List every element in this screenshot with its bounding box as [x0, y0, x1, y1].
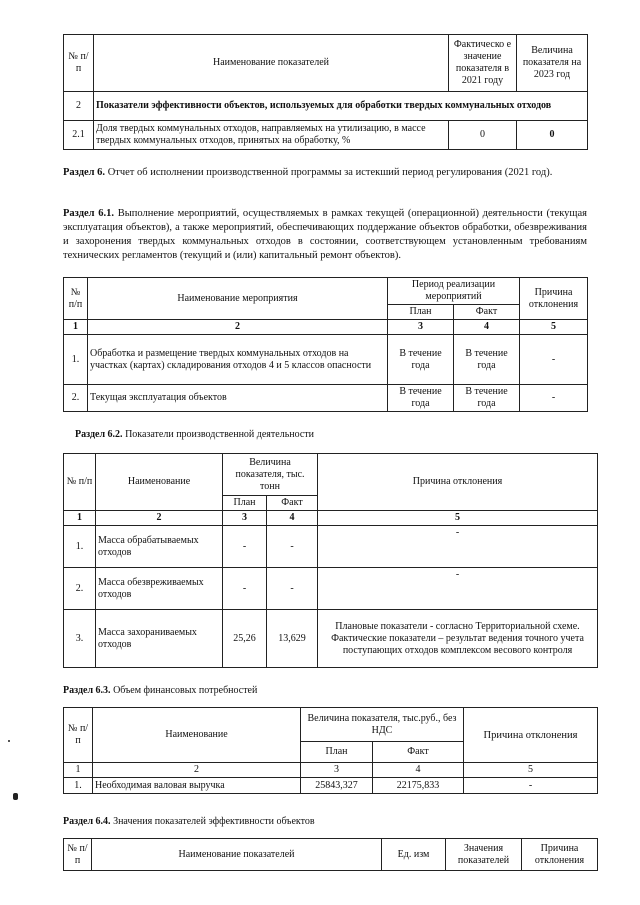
row-reason: -	[520, 335, 588, 385]
row-name: Доля твердых коммунальных отходов, направляемых на утилизацию, в массе твердых коммунальных отходов, принятых на обработку, %	[94, 121, 449, 150]
header-fact: Факт	[454, 305, 520, 320]
header-reason: Причина отклонения	[318, 454, 598, 511]
section-6-4-text: Значения показателей эффективности объектов	[110, 816, 315, 827]
section-6-1-paragraph	[63, 207, 587, 263]
header-name: Наименование показателей	[92, 839, 382, 871]
header-unit: Ед. изм	[382, 839, 446, 871]
col-number: 3	[301, 763, 373, 778]
row-num: 1.	[64, 778, 93, 794]
header-plan: План	[223, 496, 267, 511]
row-plan: В течение года	[388, 385, 454, 412]
header-fact: Факт	[373, 742, 464, 763]
row-name: Необходимая валовая выручка	[93, 778, 301, 794]
scan-mark	[13, 793, 18, 800]
header-num: № п/ п	[64, 35, 94, 92]
header-reason: Причина отклонения	[520, 278, 588, 320]
section-6-2-caption	[75, 428, 314, 441]
row-fact: -	[267, 568, 318, 610]
section-6-3-title: Раздел 6.3.	[63, 685, 111, 696]
header-num: № п/п	[64, 708, 93, 763]
header-activity: Наименование мероприятия	[88, 278, 388, 320]
header-fact: Факт	[267, 496, 318, 511]
row-name: Масса обезвреживаемых отходов	[96, 568, 223, 610]
efficiency-table-top	[63, 34, 588, 150]
row-fact: -	[267, 526, 318, 568]
row-plan: 25,26	[223, 610, 267, 668]
col-number: 5	[464, 763, 598, 778]
col-number: 5	[520, 320, 588, 335]
row-reason: -	[318, 568, 598, 610]
row-fact: 0	[449, 121, 517, 150]
header-name: Наименование	[93, 708, 301, 763]
table-row	[64, 526, 598, 568]
row-fact: 13,629	[267, 610, 318, 668]
col-number: 5	[318, 511, 598, 526]
section-6-title: Раздел 6.	[63, 167, 106, 178]
production-table	[63, 453, 598, 668]
section-6-3-text: Объем финансовых потребностей	[110, 685, 258, 696]
header-values: Значения показателей	[446, 839, 522, 871]
header-num: № п/п	[64, 839, 92, 871]
header-num: № п/п	[64, 278, 88, 320]
section-6-paragraph	[63, 166, 587, 180]
section-6-4-title: Раздел 6.4.	[63, 816, 111, 827]
col-number: 1	[64, 320, 88, 335]
row-activity: Текущая эксплуатация объектов	[88, 385, 388, 412]
header-value-2023: Величина показателя на 2023 год	[517, 35, 588, 92]
section-6-text: Отчет об исполнении производственной программы за истекший период регулирования (2021 год).	[105, 167, 553, 178]
table-row	[64, 385, 588, 412]
header-value: Величина показателя, тыс. тонн	[223, 454, 318, 496]
row-num: 2.	[64, 568, 96, 610]
header-value: Величина показателя, тыс.руб., без НДС	[301, 708, 464, 742]
section-6-1-text: Выполнение мероприятий, осуществляемых в рамках текущей (операционной) деятельности (текущая эксплуатация объектов), а также мероприятий, обеспечивающих поддержание объектов обработки, обезвреживания и захоронения твердых коммунальных отходов в состоянии, соответствующем установленным требованиям технических регламентов (текущий и (или) капитальный ремонт объектов).	[63, 208, 587, 261]
header-fact-2021: Фактическо е значение показателя в 2021 году	[449, 35, 517, 92]
table-row	[64, 778, 598, 794]
row-num: 3.	[64, 610, 96, 668]
header-plan: План	[301, 742, 373, 763]
col-number: 1	[64, 763, 93, 778]
row-activity: Обработка и размещение твердых коммунальных отходов на участках (картах) складирования отходов 4 и 5 классов опасности	[88, 335, 388, 385]
row-fact: В течение года	[454, 335, 520, 385]
row-plan: 25843,327	[301, 778, 373, 794]
col-number: 4	[373, 763, 464, 778]
scan-dot	[8, 740, 10, 742]
header-reason: Причина отклонения	[522, 839, 598, 871]
row-plan: -	[223, 568, 267, 610]
section-6-4-caption	[63, 815, 315, 828]
activities-table	[63, 277, 588, 412]
header-name: Наименование показателей	[94, 35, 449, 92]
header-reason: Причина отклонения	[464, 708, 598, 763]
row-reason: -	[520, 385, 588, 412]
row-plan: -	[223, 526, 267, 568]
row-value: 0	[517, 121, 588, 150]
col-number: 2	[93, 763, 301, 778]
col-number: 3	[388, 320, 454, 335]
section-6-2-title: Раздел 6.2.	[75, 429, 123, 440]
table-row	[64, 335, 588, 385]
efficiency-values-table	[63, 838, 598, 871]
finance-table	[63, 707, 598, 794]
header-plan: План	[388, 305, 454, 320]
section-title: Показатели эффективности объектов, используемых для обработки твердых коммунальных отходов	[94, 92, 588, 121]
row-plan: В течение года	[388, 335, 454, 385]
section-6-2-text: Показатели производственной деятельности	[122, 429, 315, 440]
header-name: Наименование	[96, 454, 223, 511]
header-num: № п/п	[64, 454, 96, 511]
row-num: 1.	[64, 526, 96, 568]
row-name: Масса захораниваемых отходов	[96, 610, 223, 668]
row-name: Масса обрабатываемых отходов	[96, 526, 223, 568]
col-number: 3	[223, 511, 267, 526]
row-num: 1.	[64, 335, 88, 385]
section-6-3-caption	[63, 684, 257, 697]
row-num: 2.1	[64, 121, 94, 150]
col-number: 4	[454, 320, 520, 335]
section-6-1-title: Раздел 6.1.	[63, 208, 115, 219]
col-number: 4	[267, 511, 318, 526]
row-num: 2.	[64, 385, 88, 412]
row-reason: -	[318, 526, 598, 568]
row-fact: 22175,833	[373, 778, 464, 794]
section-num: 2	[64, 92, 94, 121]
row-fact: В течение года	[454, 385, 520, 412]
row-reason: Плановые показатели - согласно Территориальной схеме. Фактические показатели – результат ведения точного учета поступающих отходов комплексом весового контроля	[318, 610, 598, 668]
col-number: 2	[88, 320, 388, 335]
row-reason: -	[464, 778, 598, 794]
header-period: Период реализации мероприятий	[388, 278, 520, 305]
col-number: 2	[96, 511, 223, 526]
table-row	[64, 568, 598, 610]
col-number: 1	[64, 511, 96, 526]
table-row	[64, 610, 598, 668]
